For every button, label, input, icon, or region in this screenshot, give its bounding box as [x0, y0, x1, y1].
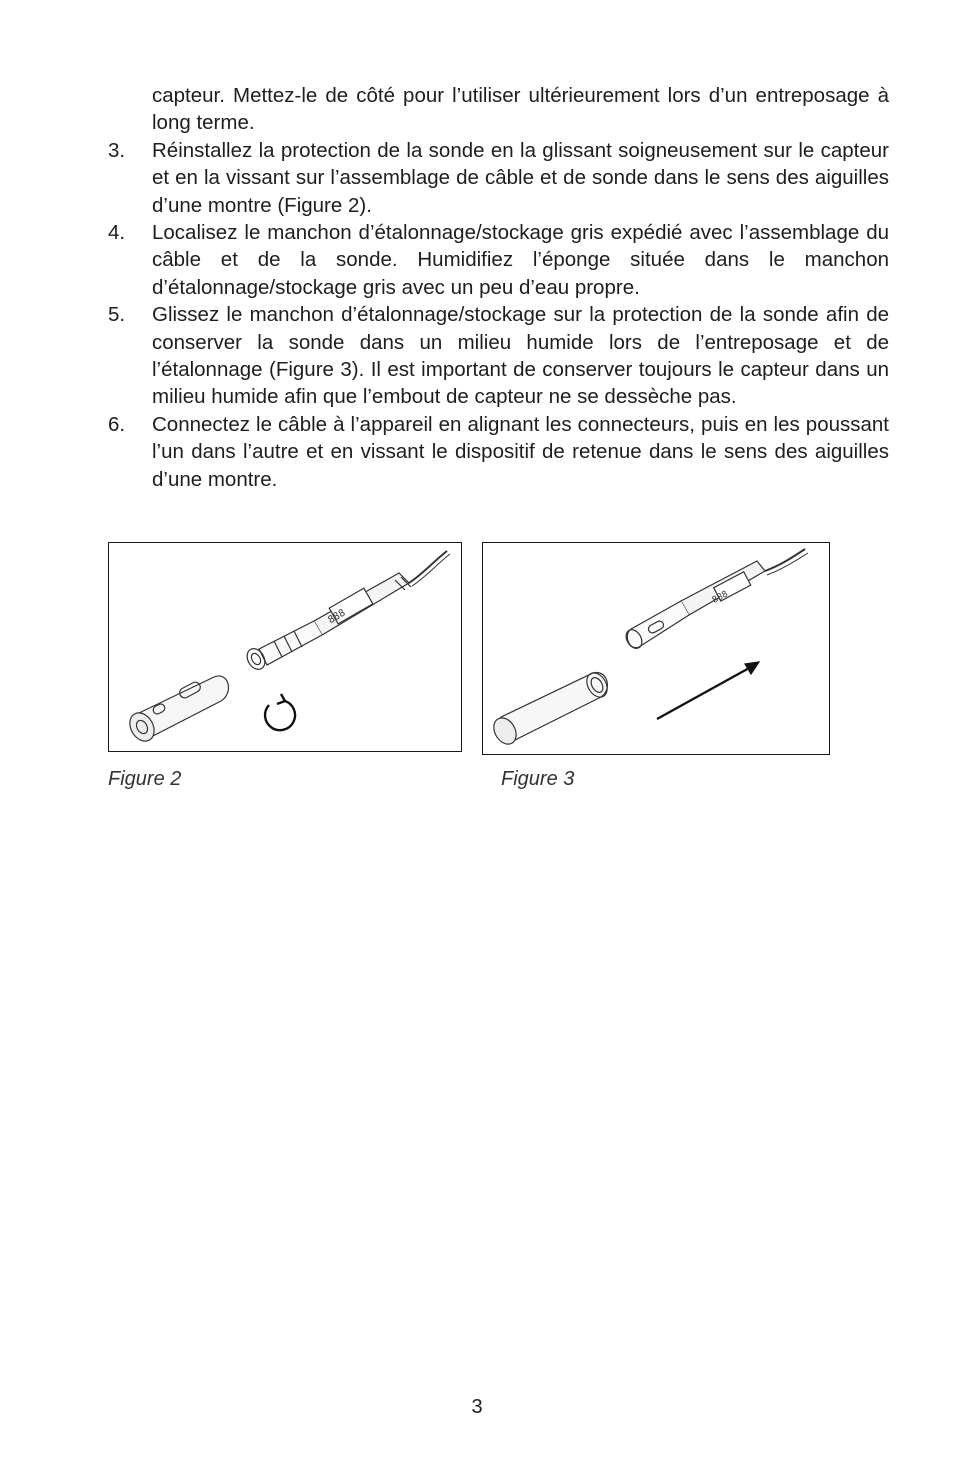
list-item-step-6	[108, 411, 889, 493]
page-number: 3	[471, 1396, 483, 1418]
step-number: 3.	[108, 138, 126, 162]
instructions-text	[108, 82, 889, 493]
continuation-paragraph: capteur. Mettez-le de côté pour l’utiliser ultérieurement lors d’un entreposage à long terme.	[152, 84, 889, 135]
step-number: 6.	[108, 412, 126, 436]
step-text: Glissez le manchon d’étalonnage/stockage sur la protection de la sonde afin de conserver la sonde dans un milieu humide lors de l’entreposage et de l’étalonnage (Figure 3). Il est important de conserver toujours le capteur dans un milieu humide afin que l’embout de capteur ne se dessèche pas.	[152, 303, 889, 409]
svg-text:888: 888	[326, 607, 348, 627]
figure-3-image	[482, 542, 830, 755]
storage-sleeve-illustration	[483, 543, 829, 754]
figure-3-caption: Figure 3	[501, 768, 575, 790]
probe-guard-illustration	[109, 543, 461, 751]
list-item-step-3	[108, 137, 889, 219]
step-number: 5.	[108, 303, 126, 327]
svg-text:888: 888	[710, 589, 730, 606]
figure-2-caption: Figure 2	[108, 768, 182, 790]
figure-2-image	[108, 542, 462, 752]
list-item-step-4	[108, 219, 889, 301]
step-number: 4.	[108, 221, 126, 245]
list-item-step-5	[108, 301, 889, 411]
step-text: Réinstallez la protection de la sonde en la glissant soigneusement sur le capteur et en la vissant sur l’assemblage de câble et de sonde dans le sens des aiguilles d’une montre (Figure 2).	[152, 138, 889, 217]
step-text: Localisez le manchon d’étalonnage/stockage gris expédié avec l’assemblage du câble et de la sonde. Humidifiez l’éponge située dans le manchon d’étalonnage/stockage gris avec un peu d’eau propre.	[152, 221, 889, 299]
step-text: Connectez le câble à l’appareil en alignant les connecteurs, puis en les poussant l’un dans l’autre et en vissant le dispositif de retenue dans le sens des aiguilles d’une montre.	[152, 412, 889, 491]
